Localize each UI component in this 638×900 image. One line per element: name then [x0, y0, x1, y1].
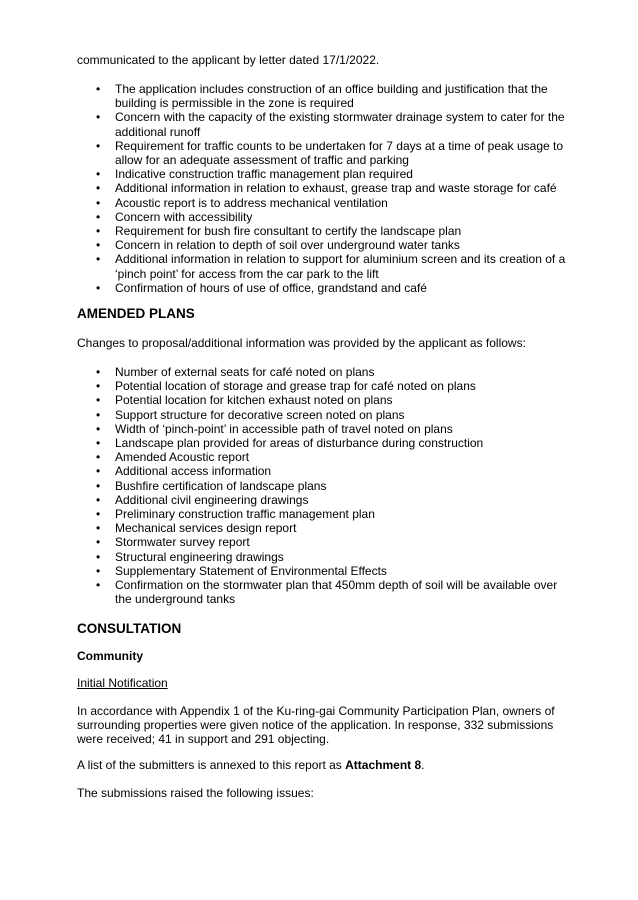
- list-item: • Confirmation on the stormwater plan that 450mm depth of soil will be available over the underground tanks: [77, 578, 567, 606]
- list-item: • Number of external seats for café noted on plans: [77, 365, 567, 379]
- list-item: • Width of ‘pinch-point’ in accessible path of travel noted on plans: [77, 422, 567, 436]
- list-item: • Concern with the capacity of the existing stormwater drainage system to cater for the additional runoff: [77, 110, 567, 138]
- paragraph-2-prefix: A list of the submitters is annexed to this report as: [77, 758, 346, 772]
- list-item: • Additional access information: [77, 464, 567, 478]
- list-item: • Acoustic report is to address mechanical ventilation: [77, 196, 567, 210]
- list-item: • Support structure for decorative screen noted on plans: [77, 408, 567, 422]
- paragraph-2-suffix: .: [421, 758, 425, 772]
- list-item: • Requirement for traffic counts to be undertaken for 7 days at a time of peak usage to allow for an adequate assessment of traffic and parking: [77, 139, 567, 167]
- list-item: • Supplementary Statement of Environmental Effects: [77, 564, 567, 578]
- list-item: • Potential location for kitchen exhaust noted on plans: [77, 393, 567, 407]
- issues-list: [77, 82, 567, 295]
- amended-plans-list: [77, 365, 567, 606]
- list-item: • Landscape plan provided for areas of disturbance during construction: [77, 436, 567, 450]
- list-item: • Stormwater survey report: [77, 535, 567, 549]
- list-item: • Additional information in relation to support for aluminium screen and its creation of a ‘pinch point’ for access from the car park to the lift: [77, 252, 567, 280]
- amended-plans-intro: Changes to proposal/additional information was provided by the applicant as follows:: [77, 336, 526, 350]
- list-item: • The application includes construction of an office building and justification that the building is permissible in the zone is required: [77, 82, 567, 110]
- consultation-paragraph-2: [77, 758, 567, 772]
- attachment-reference: Attachment 8: [345, 758, 422, 772]
- amended-plans-heading: AMENDED PLANS: [77, 306, 195, 321]
- list-item: • Concern in relation to depth of soil over underground water tanks: [77, 238, 567, 252]
- community-subheading: Community: [77, 649, 143, 663]
- list-item: • Mechanical services design report: [77, 521, 567, 535]
- list-item: • Additional civil engineering drawings: [77, 493, 567, 507]
- list-item: • Potential location of storage and grease trap for café noted on plans: [77, 379, 567, 393]
- list-item: • Confirmation of hours of use of office, grandstand and café: [77, 281, 567, 295]
- list-item: • Bushfire certification of landscape plans: [77, 479, 567, 493]
- initial-notification-label: Initial Notification: [77, 676, 168, 690]
- list-item: • Concern with accessibility: [77, 210, 567, 224]
- list-item: • Structural engineering drawings: [77, 550, 567, 564]
- list-item: • Amended Acoustic report: [77, 450, 567, 464]
- consultation-heading: CONSULTATION: [77, 621, 182, 636]
- list-item: • Indicative construction traffic management plan required: [77, 167, 567, 181]
- consultation-paragraph-1: In accordance with Appendix 1 of the Ku-ring-gai Community Participation Plan, owners of surrounding properties were given notice of the application. In response, 332 submissions were received; 41 in support and 291 objecting.: [77, 704, 555, 747]
- list-item: • Preliminary construction traffic management plan: [77, 507, 567, 521]
- consultation-paragraph-3: The submissions raised the following issues:: [77, 786, 314, 800]
- list-item: • Requirement for bush fire consultant to certify the landscape plan: [77, 224, 567, 238]
- list-item: • Additional information in relation to exhaust, grease trap and waste storage for café: [77, 181, 567, 195]
- intro-text: communicated to the applicant by letter dated 17/1/2022.: [77, 53, 380, 67]
